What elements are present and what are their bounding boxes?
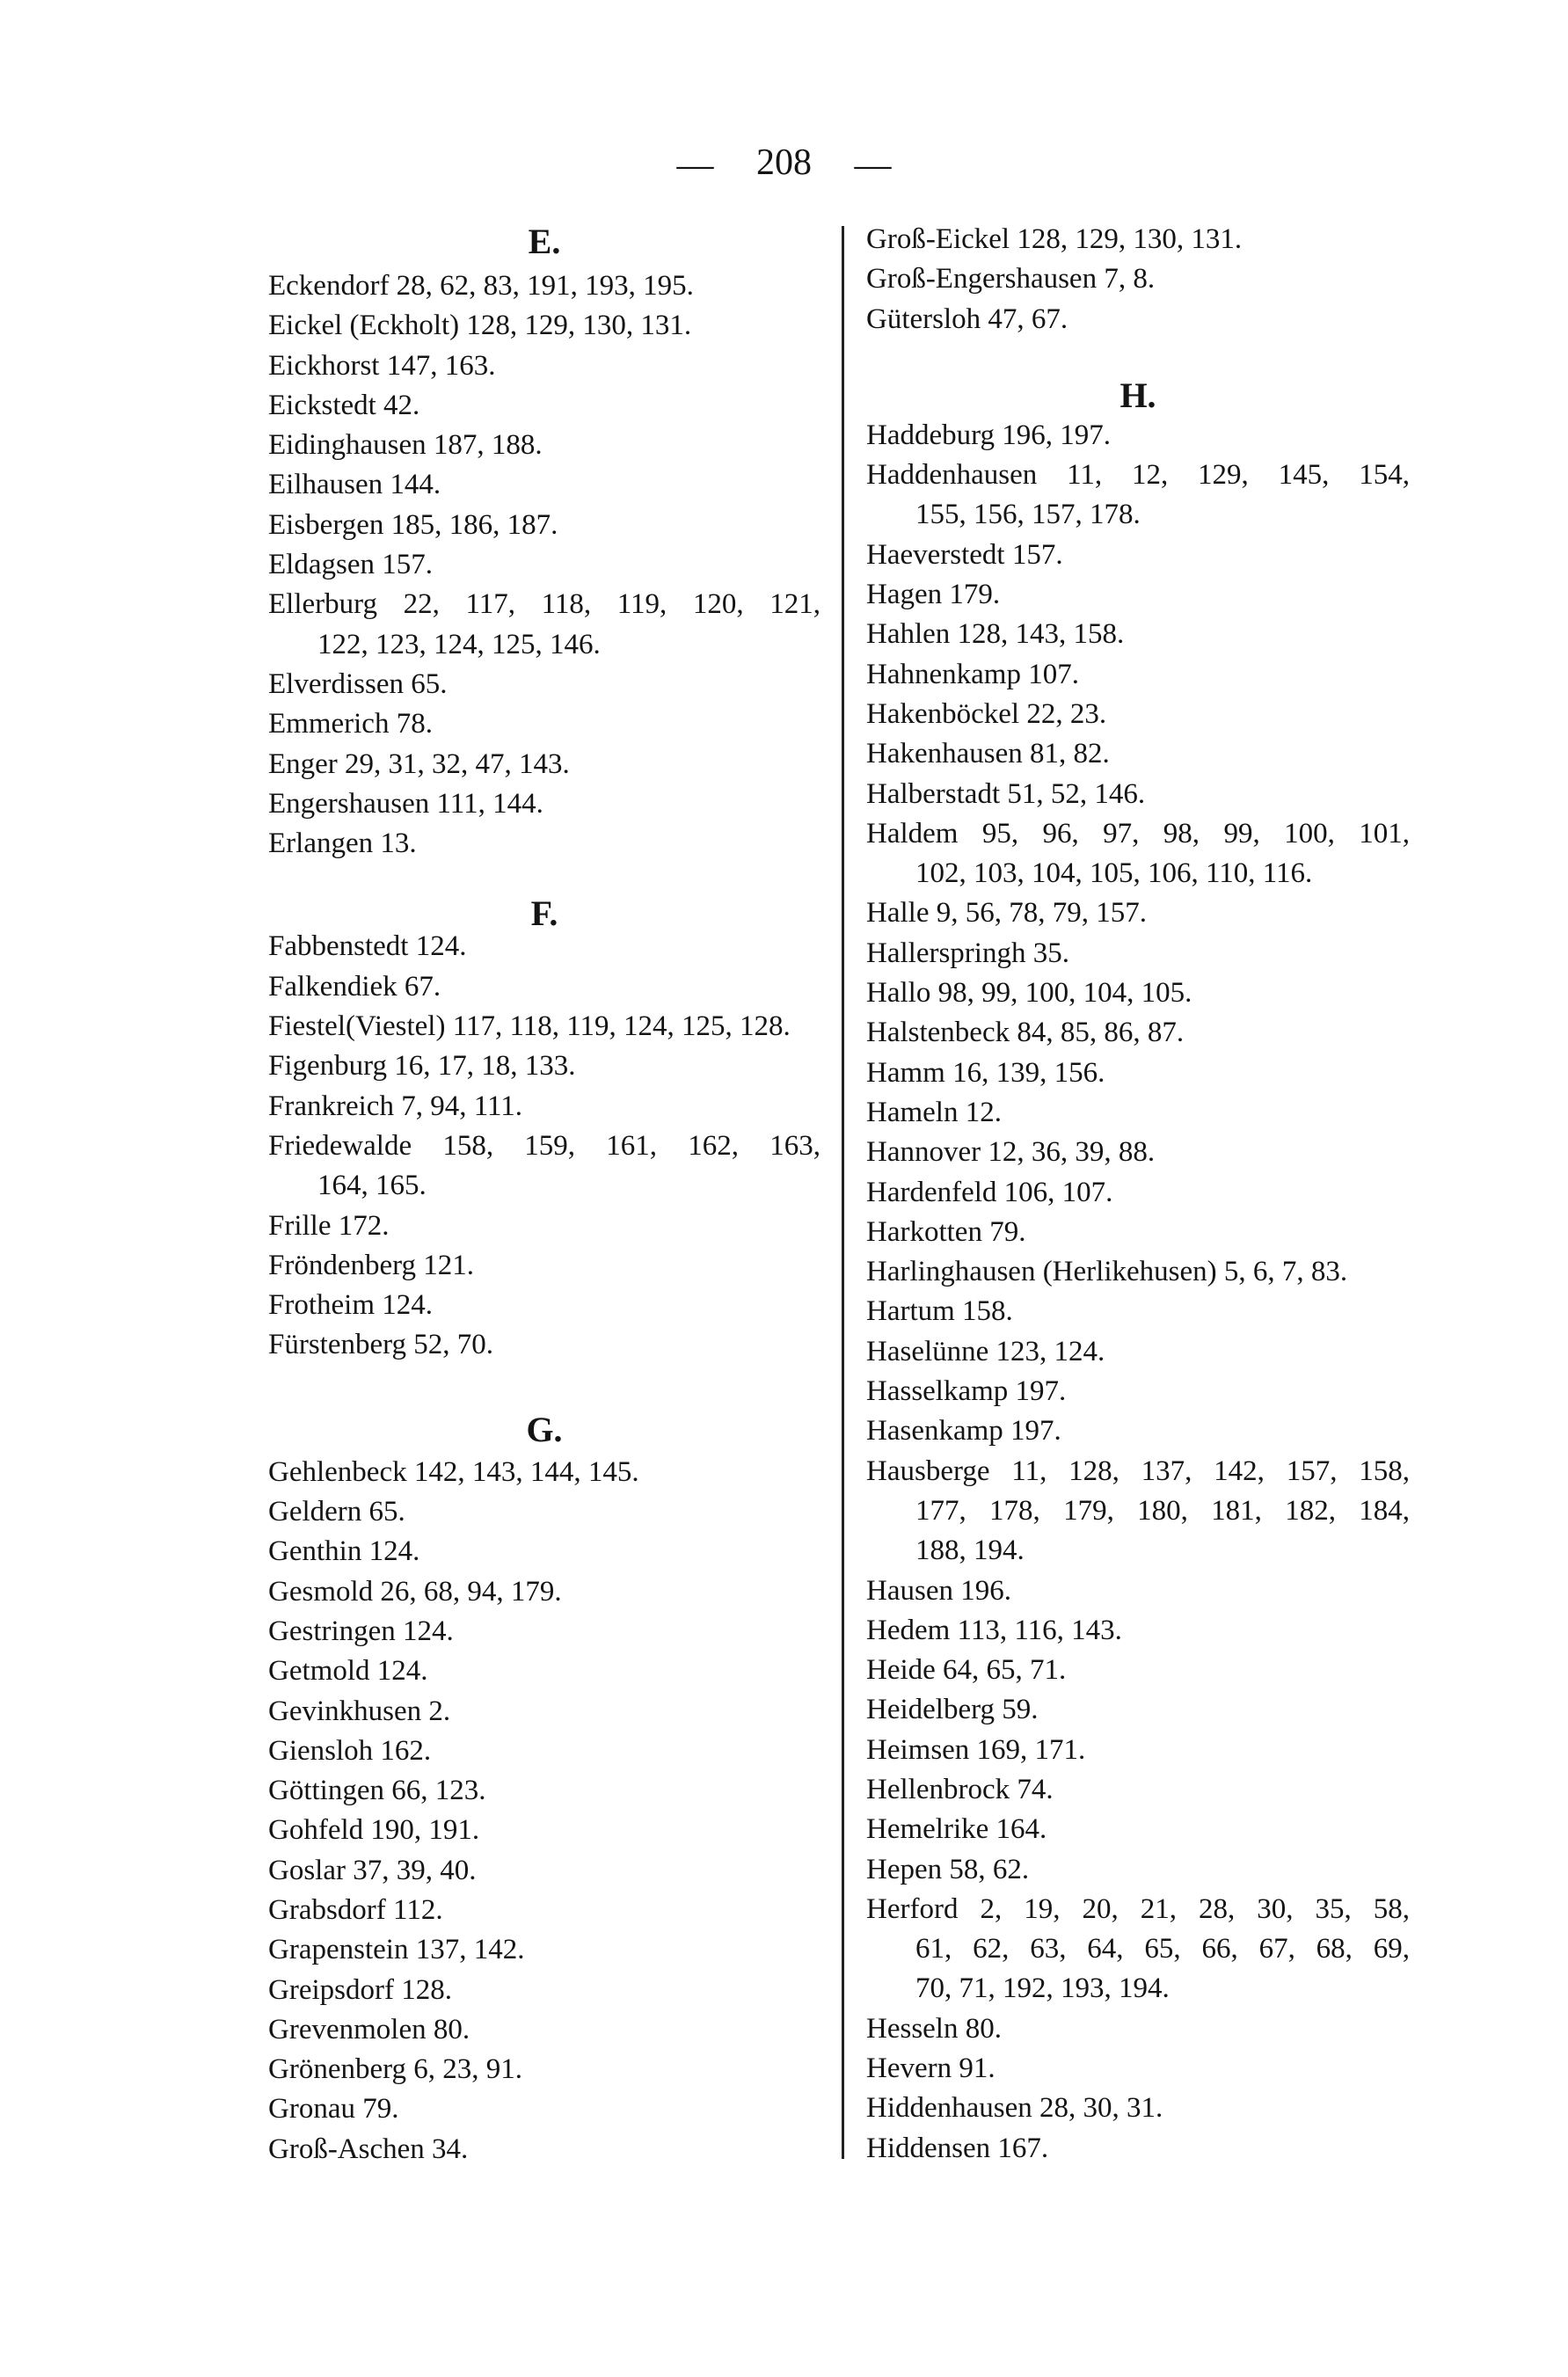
index-entry	[866, 1571, 1410, 1611]
index-entry	[268, 1652, 820, 1691]
entry-line: Göttingen 66, 123.	[268, 1775, 486, 1807]
entry-line: Hellenbrock 74.	[866, 1773, 1054, 1805]
entry-line: Falkendiek 67.	[268, 970, 441, 1003]
index-entry	[268, 967, 820, 1007]
index-entry	[268, 1771, 820, 1811]
entry-continuation-line: 70, 71, 192, 193, 194.	[915, 1972, 1170, 2005]
index-entry	[268, 585, 820, 665]
entry-line: Hiddenhausen 28, 30, 31.	[866, 2092, 1163, 2125]
index-section	[268, 222, 820, 864]
entry-continuation-line: 155, 156, 157, 178.	[915, 499, 1141, 531]
index-entry	[268, 1492, 820, 1532]
index-entry	[268, 1851, 820, 1891]
header-dash-left: —	[676, 145, 714, 186]
index-entry	[866, 1890, 1410, 2009]
entry-line: Hannover 12, 36, 39, 88.	[866, 1136, 1156, 1169]
entry-line: Gesmold 26, 68, 94, 179.	[268, 1575, 562, 1608]
entry-line: Frille 172.	[268, 1209, 390, 1242]
entry-line: Frotheim 124.	[268, 1289, 433, 1322]
index-entry	[268, 1087, 820, 1127]
index-entry	[866, 1292, 1410, 1331]
index-entry	[268, 1811, 820, 1850]
entry-line: Getmold 124.	[268, 1655, 428, 1688]
entry-line: Grabsdorf 112.	[268, 1893, 443, 1926]
index-entry	[866, 1731, 1410, 1770]
entry-line: Friedewalde 158, 159, 161, 162, 163,	[268, 1129, 820, 1162]
entry-line: Hallo 98, 99, 100, 104, 105.	[866, 977, 1192, 1010]
header-dash-right: —	[854, 145, 892, 186]
index-entry	[268, 426, 820, 465]
index-entry	[866, 1611, 1410, 1651]
entry-line: Hausen 196.	[866, 1574, 1011, 1607]
section-letter-heading: F.	[530, 893, 558, 934]
index-entry	[866, 2009, 1410, 2049]
index-section	[268, 893, 820, 1365]
entry-line: Heimsen 169, 171.	[866, 1733, 1086, 1766]
section-letter-heading: E.	[528, 222, 561, 261]
index-entry	[268, 1207, 820, 1246]
entry-line: Geldern 65.	[268, 1496, 405, 1528]
entry-line: Grevenmolen 80.	[268, 2013, 470, 2045]
section-letter-heading: G.	[526, 1409, 563, 1449]
index-entry	[268, 1246, 820, 1286]
entry-line: Eickhorst 147, 163.	[268, 349, 496, 382]
index-entry	[268, 386, 820, 426]
index-entry	[866, 775, 1410, 814]
entry-line: Gestringen 124.	[268, 1615, 454, 1647]
column-divider	[842, 226, 844, 2159]
entry-line: Hiddensen 167.	[866, 2132, 1049, 2164]
entry-line: Hakenhausen 81, 82.	[866, 738, 1110, 770]
index-entry	[268, 1891, 820, 1930]
index-column-left	[268, 220, 820, 2169]
index-entry	[268, 1007, 820, 1046]
entry-line: Halle 9, 56, 78, 79, 157.	[866, 897, 1147, 930]
entry-line: Eldagsen 157.	[268, 549, 433, 581]
entry-line: Greipsdorf 128.	[268, 1973, 452, 2006]
entry-line: Halstenbeck 84, 85, 86, 87.	[866, 1017, 1185, 1049]
index-entry	[268, 1612, 820, 1652]
index-entry	[866, 893, 1410, 933]
entry-line: Enger 29, 31, 32, 47, 143.	[268, 747, 570, 780]
entry-line: Hahlen 128, 143, 158.	[866, 618, 1125, 651]
index-entry	[866, 2089, 1410, 2128]
entry-line: Frankreich 7, 94, 111.	[268, 1090, 522, 1122]
entry-line: Groß-Engershausen 7, 8.	[866, 263, 1156, 295]
index-entry	[268, 824, 820, 864]
entry-line: Hemelrike 164.	[866, 1813, 1047, 1846]
entry-line: Gohfeld 190, 191.	[268, 1814, 480, 1847]
entry-line: Haldem 95, 96, 97, 98, 99, 100, 101,	[866, 817, 1410, 849]
index-entry	[866, 1093, 1410, 1133]
index-entry	[268, 545, 820, 585]
entry-line: Hasselkamp 197.	[866, 1375, 1067, 1408]
entry-line: Eisbergen 185, 186, 187.	[268, 508, 558, 541]
index-entry	[268, 1532, 820, 1571]
index-section	[866, 375, 1410, 2169]
entry-line: Hagen 179.	[866, 579, 1001, 611]
entry-continuation-line: 177, 178, 179, 180, 181, 182, 184,	[915, 1494, 1410, 1527]
entry-line: Eickstedt 42.	[268, 389, 420, 421]
section-letter-heading: H.	[1119, 375, 1156, 415]
entry-line: Hamm 16, 139, 156.	[866, 1056, 1105, 1089]
entry-line: Fürstenberg 52, 70.	[268, 1329, 494, 1361]
index-entry	[268, 2089, 820, 2129]
index-entry	[866, 1452, 1410, 1571]
index-entry	[866, 220, 1410, 259]
entry-line: Haddeburg 196, 197.	[866, 419, 1112, 451]
index-entry	[268, 346, 820, 386]
index-entry	[866, 814, 1410, 894]
entry-line: Harkotten 79.	[866, 1215, 1026, 1248]
entry-line: Halberstadt 51, 52, 146.	[866, 777, 1146, 810]
index-entry	[268, 1286, 820, 1325]
index-entry	[268, 1325, 820, 1365]
index-entry	[866, 1133, 1410, 1172]
index-section	[866, 220, 1410, 339]
index-entry	[268, 704, 820, 744]
entry-line: Giensloh 162.	[268, 1734, 432, 1767]
index-entry	[268, 465, 820, 505]
entry-line: Groß-Eickel 128, 129, 130, 131.	[866, 223, 1243, 255]
index-entry	[268, 1046, 820, 1086]
entry-line: Hartum 158.	[866, 1295, 1013, 1328]
entry-line: Groß-Aschen 34.	[268, 2133, 469, 2165]
index-entry	[866, 934, 1410, 973]
index-entry	[866, 734, 1410, 774]
index-entry	[268, 1732, 820, 1771]
entry-line: Hasenkamp 197.	[866, 1415, 1061, 1447]
entry-line: Hardenfeld 106, 107.	[866, 1176, 1113, 1208]
entry-line: Hesseln 80.	[866, 2012, 1002, 2045]
index-column-right	[866, 220, 1410, 2169]
entry-continuation-line: 164, 165.	[317, 1170, 427, 1202]
index-entry	[866, 259, 1410, 299]
index-entry	[268, 927, 820, 966]
entry-line: Eilhausen 144.	[268, 469, 441, 501]
index-entry	[866, 1850, 1410, 1890]
index-entry	[866, 695, 1410, 734]
entry-line: Harlinghausen (Herlikehusen) 5, 6, 7, 83.	[866, 1256, 1348, 1288]
index-entry	[866, 1690, 1410, 1730]
index-entry	[268, 2050, 820, 2089]
index-entry	[268, 1930, 820, 1970]
entry-line: Eidinghausen 187, 188.	[268, 429, 543, 462]
entry-line: Eckendorf 28, 62, 83, 191, 193, 195.	[268, 270, 694, 302]
entry-line: Hevern 91.	[866, 2053, 995, 2085]
entry-continuation-line: 188, 194.	[915, 1535, 1025, 1567]
entry-line: Fröndenberg 121.	[268, 1249, 475, 1281]
index-entry	[268, 665, 820, 704]
entry-line: Haddenhausen 11, 12, 129, 145, 154,	[866, 459, 1410, 492]
entry-line: Gevinkhusen 2.	[268, 1695, 451, 1727]
entry-continuation-line: 102, 103, 104, 105, 106, 110, 116.	[915, 857, 1313, 890]
index-entry	[268, 2010, 820, 2050]
entry-line: Hedem 113, 116, 143.	[866, 1614, 1122, 1646]
index-entry	[866, 1173, 1410, 1213]
index-entry	[866, 615, 1410, 654]
index-entry	[866, 1810, 1410, 1849]
index-entry	[268, 2130, 820, 2169]
entry-line: Gronau 79.	[268, 2093, 399, 2125]
entry-line: Engershausen 111, 144.	[268, 787, 543, 820]
index-entry	[866, 1651, 1410, 1690]
index-entry	[866, 1013, 1410, 1053]
entry-line: Fabbenstedt 124.	[268, 930, 467, 963]
entry-line: Fiestel(Viestel) 117, 118, 119, 124, 125, 128.	[268, 1010, 791, 1043]
entry-continuation-line: 122, 123, 124, 125, 146.	[317, 628, 601, 660]
entry-line: Hepen 58, 62.	[866, 1853, 1030, 1885]
entry-line: Figenburg 16, 17, 18, 133.	[268, 1050, 576, 1083]
entry-line: Hameln 12.	[866, 1096, 1002, 1128]
entry-line: Grapenstein 137, 142.	[268, 1934, 525, 1966]
entry-line: Haeverstedt 157.	[866, 538, 1063, 571]
index-entry	[268, 266, 820, 306]
index-entry	[866, 2129, 1410, 2169]
entry-line: Goslar 37, 39, 40.	[268, 1854, 477, 1886]
index-entry	[268, 1971, 820, 2010]
entry-line: Hakenböckel 22, 23.	[866, 697, 1107, 730]
entry-line: Hahnenkamp 107.	[866, 658, 1079, 690]
page-number: 208	[756, 142, 812, 183]
entry-line: Erlangen 13.	[268, 828, 417, 860]
entry-line: Heidelberg 59.	[866, 1694, 1039, 1726]
entry-line: Hausberge 11, 128, 137, 142, 157, 158,	[866, 1455, 1410, 1487]
entry-line: Herford 2, 19, 20, 21, 28, 30, 35, 58,	[866, 1892, 1410, 1925]
entry-continuation-line: 61, 62, 63, 64, 65, 66, 67, 68, 69,	[915, 1933, 1410, 1965]
index-entry	[866, 416, 1410, 456]
entry-line: Elverdissen 65.	[268, 667, 448, 700]
index-entry	[866, 1372, 1410, 1411]
entry-line: Gütersloh 47, 67.	[866, 303, 1068, 335]
index-entry	[866, 575, 1410, 615]
index-entry	[866, 300, 1410, 339]
index-entry	[268, 1572, 820, 1612]
entry-line: Ellerburg 22, 117, 118, 119, 120, 121,	[268, 588, 820, 621]
entry-line: Haselünne 123, 124.	[866, 1335, 1105, 1367]
index-entry	[866, 536, 1410, 575]
index-entry	[268, 1453, 820, 1492]
index-entry	[866, 1332, 1410, 1372]
index-entry	[866, 2049, 1410, 2089]
entry-line: Gehlenbeck 142, 143, 144, 145.	[268, 1455, 639, 1488]
index-section	[268, 1409, 820, 2169]
index-entry	[268, 784, 820, 824]
entry-line: Grönenberg 6, 23, 91.	[268, 2053, 523, 2086]
entry-line: Emmerich 78.	[268, 708, 433, 740]
index-entry	[866, 1054, 1410, 1093]
index-entry	[268, 1127, 820, 1207]
index-entry	[866, 1411, 1410, 1451]
index-entry	[268, 306, 820, 346]
index-entry	[866, 456, 1410, 536]
entry-line: Heide 64, 65, 71.	[866, 1654, 1067, 1687]
entry-line: Hallerspringh 35.	[866, 937, 1069, 969]
entry-line: Genthin 124.	[268, 1535, 420, 1568]
index-entry	[866, 655, 1410, 695]
page-header	[0, 141, 1568, 185]
index-entry	[866, 1213, 1410, 1252]
index-entry	[866, 973, 1410, 1013]
index-entry	[866, 1770, 1410, 1810]
index-entry	[268, 506, 820, 545]
index-entry	[268, 1692, 820, 1732]
index-entry	[866, 1252, 1410, 1292]
index-entry	[268, 745, 820, 784]
entry-line: Eickel (Eckholt) 128, 129, 130, 131.	[268, 310, 692, 342]
